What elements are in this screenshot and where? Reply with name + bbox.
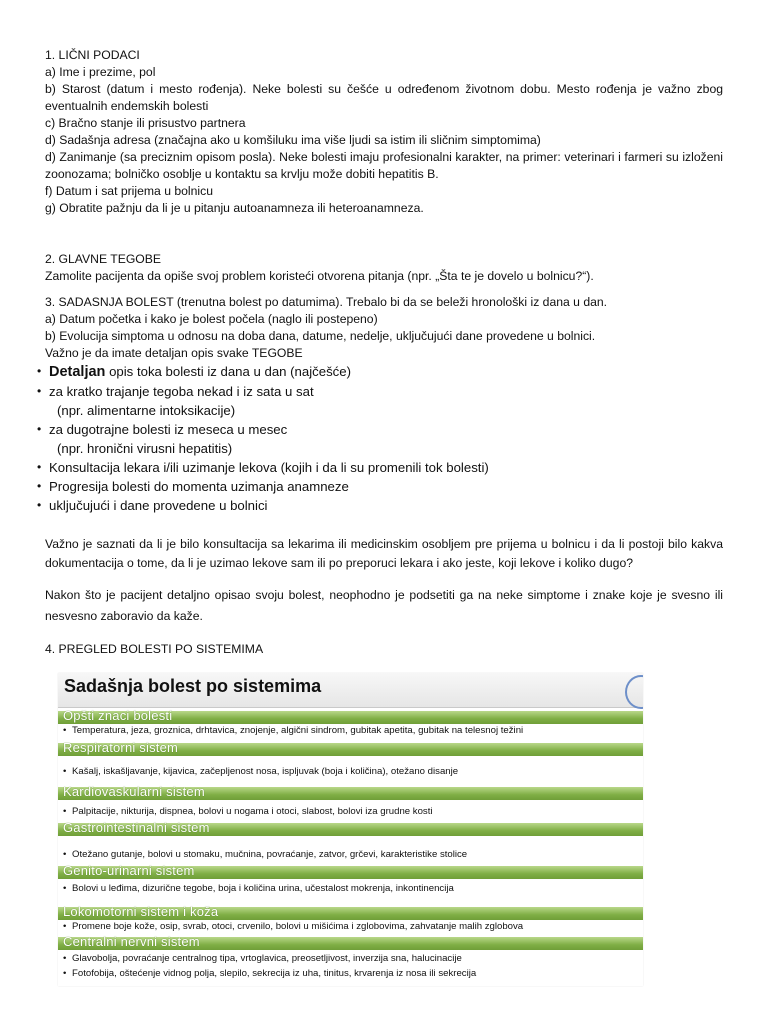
list-item: • Progresija bolesti do momenta uzimanja anamneze	[37, 477, 723, 496]
item-g: g) Obratite pažnju da li je u pitanju autoanamneza ili heteroanamneza.	[45, 201, 424, 215]
system-item: • Kašalj, iskašljavanje, kijavica, začepljenost nosa, ispljuvak (boja i količina), otežano disanje	[58, 765, 643, 778]
item-a: a) Ime i prezime, pol	[45, 65, 156, 79]
decorative-arc	[625, 675, 643, 709]
section-heading-licni-podaci: 1. LIČNI PODACI	[45, 48, 140, 62]
system-header-bar: Lokomotorni sistem i koža	[58, 907, 643, 920]
paragraph-konsultacije: Važno je saznati da li je bilo konsultacija sa lekarima ili medicinskim osobljem pre prijema u bolnicu i da li postoji bilo kakva dokumentacija o tome, da li je uzimao lekove sam ili po preporuci lekara i ako jeste, koji lekove i koliko dugo?	[45, 537, 723, 570]
system-section	[58, 708, 643, 737]
item-d-zanimanje: d) Zanimanje (sa preciznim opisom posla). Neke bolesti imaju profesionalni karakter, na primer: veterinari i farmeri su izloženi zoonozama; bolničko osoblje u kontaktu sa krvlju može dobiti hepatitis B.	[45, 150, 723, 181]
item-c: c) Bračno stanje ili prisustvo partnera	[45, 116, 246, 130]
system-section	[58, 820, 643, 861]
system-header-bar: Respiratorni sistem	[58, 743, 643, 756]
paragraph-podsetnik: Nakon što je pacijent detaljno opisao svoju bolest, neophodno je podsetiti ga na neke simptome i znake koje je svesno ili nesvesno zaboravio da kaže.	[45, 588, 723, 623]
system-section	[58, 863, 643, 895]
system-header-bar: Genito-urinarni sistem	[58, 866, 643, 879]
section-heading-glavne-tegobe: 2. GLAVNE TEGOBE	[45, 252, 162, 266]
system-section	[58, 934, 643, 980]
systems-review-slide-image	[58, 673, 643, 986]
sadasnja-item-a: a) Datum početka i kako je bolest počela (naglo ili postepeno)	[45, 312, 378, 326]
slide-title-bar	[58, 673, 643, 708]
system-section	[58, 904, 643, 933]
bullet-list	[45, 362, 723, 515]
system-section	[58, 784, 643, 818]
list-item-continuation: (npr. alimentarne intoksikacije)	[57, 403, 236, 418]
system-item: • Fotofobija, oštećenje vidnog polja, slepilo, sekrecija iz uha, tinitus, krvarenja iz nosa ili sekrecija	[58, 967, 643, 980]
glavne-tegobe-text: Zamolite pacijenta da opiše svoj problem koristeći otvorena pitanja (npr. „Šta te je dovelo u bolnicu?“).	[45, 269, 594, 283]
item-f: f) Datum i sat prijema u bolnicu	[45, 184, 213, 198]
system-item: • Otežano gutanje, bolovi u stomaku, mučnina, povraćanje, zatvor, grčevi, karakteristike stolice	[58, 848, 643, 861]
list-item: • Detaljan opis toka bolesti iz dana u dan (najčešće)	[37, 362, 723, 382]
item-d-adresa: d) Sadašnja adresa (značajna ako u komšiluku ima više ljudi sa istim ili sličnim simptomima)	[45, 133, 541, 147]
system-item: • Temperatura, jeza, groznica, drhtavica, znojenje, algični sindrom, gubitak apetita, gubitak na telesnoj težini	[58, 724, 643, 737]
system-header-bar: Centralni nervni sistem	[58, 937, 643, 950]
system-header-bar: Kardiovaskularni sistem	[58, 787, 643, 800]
list-item: • za dugotrajne bolesti iz meseca u mesec	[37, 420, 723, 439]
system-header-bar: Gastrointestinalni sistem	[58, 823, 643, 836]
list-item-continuation: (npr. hronični virusni hepatitis)	[57, 441, 233, 456]
document-body	[45, 47, 723, 658]
section-heading-pregled-sistema: 4. PREGLED BOLESTI PO SISTEMIMA	[45, 642, 264, 656]
system-item: • Glavobolja, povraćanje centralnog tipa, vrtoglavica, preosetljivost, inverzija sna, halucinacije	[58, 952, 643, 965]
list-item: • Konsultacija lekara i/ili uzimanje lekova (kojih i da li su promenili tok bolesti)	[37, 458, 723, 477]
list-item: • za kratko trajanje tegoba nekad i iz sata u sat	[37, 382, 723, 401]
system-section	[58, 740, 643, 778]
list-item: • uključujući i dane provedene u bolnici	[37, 496, 723, 515]
item-b: b) Starost (datum i mesto rođenja). Neke bolesti su češće u određenom životnom dobu. Mesto rođenja je važno zbog eventualnih endemskih bolesti	[45, 82, 723, 113]
system-item: • Bolovi u leđima, dizurične tegobe, boja i količina urina, učestalost mokrenja, inkontinencija	[58, 882, 643, 895]
system-item: • Promene boje kože, osip, svrab, otoci, crvenilo, bolovi u mišićima i zglobovima, zahvatanje malih zglobova	[58, 920, 643, 933]
sadasnja-item-b: b) Evolucija simptoma u odnosu na doba dana, datume, nedelje, uključujući dane provedene u bolnici.	[45, 329, 596, 343]
sadasnja-note: Važno je da imate detaljan opis svake TEGOBE	[45, 346, 303, 360]
system-header-bar: Opšti znaci bolesti	[58, 711, 643, 724]
section-heading-sadasnja-bolest: 3. SADASNJA BOLEST (trenutna bolest po datumima). Trebalo bi da se beleži hronološki iz dana u dan.	[45, 295, 608, 309]
system-item: • Palpitacije, nikturija, dispnea, bolovi u nogama i otoci, slabost, bolovi iza grudne kosti	[58, 805, 643, 818]
slide-title: Sadašnja bolest po sistemima	[64, 676, 322, 696]
